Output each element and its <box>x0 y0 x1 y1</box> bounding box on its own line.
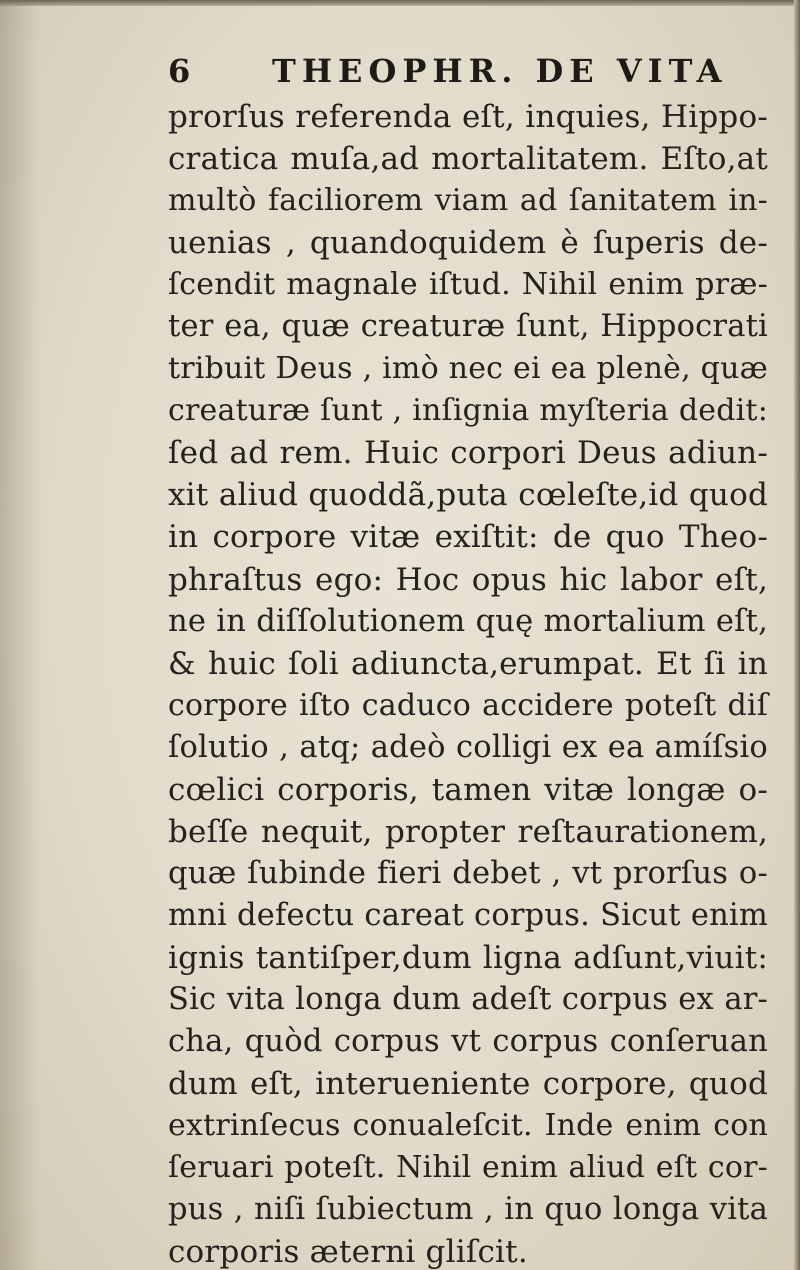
page-top-edge <box>0 0 800 6</box>
text-line: cœlici corporis, tamen vitæ longæ o- <box>168 771 768 808</box>
text-line: & huic ſoli adiuncta,erumpat. Et ſi in <box>168 645 768 682</box>
text-line: mni defectu careat corpus. Sicut enim <box>168 897 768 933</box>
gutter-shadow <box>0 0 40 1270</box>
text-line: ne in diſſolutionem quę mortalium eſt, <box>168 603 768 639</box>
text-line: quæ ſubinde fieri debet , vt prorſus o- <box>168 855 768 891</box>
page-number: 6 <box>168 52 194 90</box>
text-line: in corpore vitæ exiſtit: de quo Theo- <box>168 519 768 556</box>
text-line: xit aliud quoddã,puta cœleſte,id quod <box>168 477 768 514</box>
text-line: cratica muſa,ad mortalitatem. Eſto,at <box>168 141 768 178</box>
text-line: ter ea, quæ creaturæ ſunt, Hippocrati <box>168 309 768 345</box>
text-line: ſcendit magnale iſtud. Nihil enim præ- <box>168 267 768 303</box>
text-line: pus , niſi ſubiectum , in quo longa vita <box>168 1192 768 1228</box>
text-line: creaturæ ſunt , inſignia myſteria dedit: <box>168 393 768 429</box>
text-line: cha, quòd corpus vt corpus conſeruan <box>168 1024 768 1060</box>
text-block <box>168 96 768 1270</box>
page-right-edge <box>794 0 800 1270</box>
text-line: corporis æterni gliſcit. <box>168 1234 528 1270</box>
text-line: corpore iſto caduco accidere poteſt diſ <box>168 687 768 723</box>
text-line: extrinſecus conualeſcit. Inde enim con <box>168 1108 768 1144</box>
text-line: ſeruari poteſt. Nihil enim aliud eſt cor- <box>168 1150 768 1186</box>
text-line: ſed ad rem. Huic corpori Deus adiun- <box>168 435 768 472</box>
text-line: tribuit Deus , imò nec ei ea plenè, quæ <box>168 351 768 387</box>
text-line: uenias , quandoquidem è ſuperis de- <box>168 225 768 262</box>
text-line: Sic vita longa dum adeſt corpus ex ar- <box>168 981 768 1017</box>
page-header <box>168 52 728 96</box>
text-line: ſolutio , atq; adeò colligi ex ea amíſsio <box>168 729 768 765</box>
text-line: dum eſt, interueniente corpore, quod <box>168 1066 768 1103</box>
text-line: ignis tantiſper,dum ligna adſunt,viuit: <box>168 939 768 976</box>
text-line: multò faciliorem viam ad ſanitatem in- <box>168 183 768 219</box>
running-head: THEOPHR. DE VITA <box>272 52 728 90</box>
text-line: prorſus referenda eſt, inquies, Hippo- <box>168 99 768 135</box>
text-line: phraſtus ego: Hoc opus hic labor eſt, <box>168 561 768 598</box>
text-line: beſſe nequit, propter reſtaurationem, <box>168 813 768 850</box>
